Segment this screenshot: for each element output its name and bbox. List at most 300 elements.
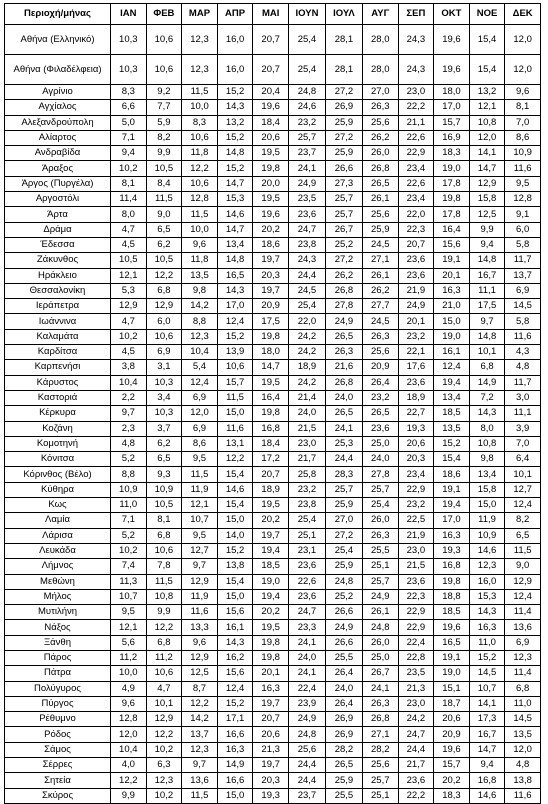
temperature-cell: 21,0 — [434, 299, 470, 314]
temperature-cell: 16,3 — [253, 681, 289, 696]
temperature-cell: 16,4 — [434, 222, 470, 237]
temperature-cell: 25,4 — [288, 299, 325, 314]
temperature-cell: 16,3 — [469, 620, 505, 635]
temperature-cell: 15,2 — [434, 436, 470, 451]
temperature-cell: 5,2 — [111, 452, 147, 467]
temperature-cell: 4,8 — [505, 360, 541, 375]
temperature-cell: 9,6 — [182, 635, 218, 650]
temperature-cell: 10,0 — [182, 222, 218, 237]
temperature-cell: 8,6 — [505, 130, 541, 145]
temperature-cell: 14,6 — [469, 543, 505, 558]
month-column-header: ΙΟΥΛ — [325, 4, 362, 25]
region-cell: Θεσσαλονίκη — [5, 283, 111, 298]
temperature-cell: 23,6 — [398, 574, 434, 589]
temperature-cell: 10,6 — [146, 55, 182, 85]
temperature-cell: 9,7 — [111, 406, 147, 421]
temperature-cell: 25,6 — [362, 207, 398, 222]
temperature-cell: 11,6 — [505, 161, 541, 176]
temperature-cell: 14,6 — [217, 207, 253, 222]
table-row — [5, 742, 541, 757]
region-cell: Αθήνα (Φιλαδέλφεια) — [5, 55, 111, 85]
temperature-cell: 12,0 — [182, 406, 218, 421]
temperature-cell: 12,4 — [505, 498, 541, 513]
temperature-cell: 10,9 — [146, 482, 182, 497]
region-cell: Σκύρος — [5, 788, 111, 803]
temperature-cell: 20,7 — [253, 25, 289, 55]
table-row — [5, 360, 541, 375]
temperature-cell: 14,3 — [217, 100, 253, 115]
region-cell: Ιωάννινα — [5, 314, 111, 329]
temperature-cell: 13,5 — [434, 421, 470, 436]
temperature-cell: 18,5 — [434, 406, 470, 421]
temperature-cell: 22,9 — [398, 605, 434, 620]
temperature-cell: 24,3 — [398, 55, 434, 85]
table-row — [5, 712, 541, 727]
table-row — [5, 605, 541, 620]
temperature-cell: 24,9 — [362, 589, 398, 604]
temperature-cell: 22,4 — [398, 635, 434, 650]
temperature-cell: 27,0 — [325, 513, 362, 528]
temperature-cell: 6,3 — [146, 758, 182, 773]
temperature-cell: 15,0 — [217, 513, 253, 528]
temperature-cell: 26,9 — [325, 712, 362, 727]
temperature-cell: 12,0 — [469, 130, 505, 145]
temperature-cell: 15,4 — [217, 574, 253, 589]
temperature-cell: 3,4 — [146, 390, 182, 405]
temperature-cell: 27,7 — [362, 299, 398, 314]
region-cell: Λευκάδα — [5, 543, 111, 558]
temperature-cell: 16,6 — [217, 727, 253, 742]
temperature-cell: 22,0 — [398, 207, 434, 222]
temperature-cell: 6,8 — [146, 528, 182, 543]
temperature-cell: 6,0 — [505, 222, 541, 237]
temperature-cell: 20,0 — [253, 176, 289, 191]
temperature-cell: 25,9 — [325, 773, 362, 788]
temperature-cell: 8,8 — [111, 467, 147, 482]
temperature-cell: 11,0 — [505, 696, 541, 711]
temperature-cell: 12,2 — [217, 452, 253, 467]
table-row — [5, 452, 541, 467]
temperature-cell: 20,7 — [253, 467, 289, 482]
temperature-cell: 23,0 — [398, 543, 434, 558]
temperature-cell: 12,2 — [182, 161, 218, 176]
temperature-cell: 19,4 — [434, 375, 470, 390]
temperature-cell: 24,4 — [325, 452, 362, 467]
temperature-cell: 10,5 — [146, 161, 182, 176]
temperature-cell: 4,7 — [111, 314, 147, 329]
region-cell: Ηράκλειο — [5, 268, 111, 283]
region-cell: Αγρίνιο — [5, 85, 111, 100]
temperature-cell: 6,8 — [505, 681, 541, 696]
temperature-cell: 4,5 — [111, 345, 147, 360]
temperature-cell: 15,0 — [217, 589, 253, 604]
temperature-cell: 25,4 — [288, 513, 325, 528]
temperature-cell: 19,7 — [253, 528, 289, 543]
temperature-cell: 24,1 — [325, 421, 362, 436]
temperature-cell: 23,6 — [398, 375, 434, 390]
temperature-cell: 19,3 — [253, 788, 289, 803]
table-row — [5, 207, 541, 222]
temperature-cell: 9,6 — [111, 696, 147, 711]
temperature-cell: 18,0 — [434, 85, 470, 100]
temperature-cell: 27,2 — [325, 130, 362, 145]
temperature-cell: 22,3 — [398, 589, 434, 604]
temperature-cell: 8,6 — [182, 436, 218, 451]
temperature-cell: 12,4 — [182, 375, 218, 390]
temperature-cell: 14,2 — [182, 299, 218, 314]
temperature-cell: 24,8 — [362, 620, 398, 635]
temperature-cell: 23,0 — [398, 85, 434, 100]
temperature-cell: 27,1 — [362, 727, 398, 742]
temperature-cell: 26,7 — [325, 222, 362, 237]
table-row — [5, 482, 541, 497]
temperature-cell: 25,7 — [362, 773, 398, 788]
temperature-cell: 26,1 — [362, 605, 398, 620]
temperature-cell: 17,0 — [434, 100, 470, 115]
temperature-cell: 18,9 — [288, 360, 325, 375]
temperature-cell: 20,6 — [253, 727, 289, 742]
temperature-cell: 23,0 — [288, 436, 325, 451]
temperature-cell: 23,6 — [288, 589, 325, 604]
temperature-cell: 24,4 — [288, 773, 325, 788]
temperature-cell: 12,1 — [111, 620, 147, 635]
temperature-cell: 12,2 — [111, 773, 147, 788]
temperature-cell: 12,2 — [182, 696, 218, 711]
temperature-cell: 17,0 — [217, 299, 253, 314]
temperature-cell: 25,6 — [362, 115, 398, 130]
temperature-cell: 22,2 — [398, 100, 434, 115]
temperature-cell: 7,4 — [111, 559, 147, 574]
temperature-cell: 27,3 — [325, 176, 362, 191]
temperature-cell: 22,0 — [288, 314, 325, 329]
temperature-cell: 6,4 — [505, 452, 541, 467]
region-cell: Αλεξανδρούπολη — [5, 115, 111, 130]
temperature-cell: 11,5 — [182, 467, 218, 482]
temperature-cell: 11,9 — [182, 482, 218, 497]
temperature-cell: 24,5 — [288, 283, 325, 298]
temperature-cell: 15,2 — [217, 543, 253, 558]
temperature-cell: 11,6 — [505, 788, 541, 803]
temperature-cell: 23,7 — [288, 146, 325, 161]
temperature-cell: 10,2 — [111, 543, 147, 558]
temperature-cell: 18,8 — [434, 589, 470, 604]
temperature-cell: 24,9 — [288, 176, 325, 191]
temperature-cell: 17,0 — [434, 513, 470, 528]
temperature-cell: 10,1 — [146, 696, 182, 711]
temperature-cell: 22,5 — [398, 513, 434, 528]
temperature-cell: 15,7 — [217, 375, 253, 390]
temperature-cell: 22,2 — [398, 788, 434, 803]
temperature-cell: 24,5 — [362, 314, 398, 329]
temperature-cell: 15,0 — [434, 314, 470, 329]
table-row — [5, 421, 541, 436]
region-cell: Κάρυστος — [5, 375, 111, 390]
temperature-cell: 9,7 — [469, 314, 505, 329]
temperature-cell: 14,3 — [469, 605, 505, 620]
temperature-cell: 13,2 — [217, 115, 253, 130]
temperature-cell: 15,2 — [217, 161, 253, 176]
table-row — [5, 268, 541, 283]
table-row — [5, 100, 541, 115]
temperature-cell: 16,0 — [469, 574, 505, 589]
temperature-cell: 10,8 — [146, 589, 182, 604]
region-cell: Ξάνθη — [5, 635, 111, 650]
temperature-cell: 8,4 — [146, 176, 182, 191]
temperature-cell: 19,5 — [253, 146, 289, 161]
table-row — [5, 406, 541, 421]
region-cell: Ανδραβίδα — [5, 146, 111, 161]
table-row — [5, 375, 541, 390]
temperature-cell: 11,7 — [505, 253, 541, 268]
temperature-cell: 22,4 — [288, 681, 325, 696]
temperature-cell: 6,8 — [146, 283, 182, 298]
temperature-cell: 13,5 — [505, 727, 541, 742]
temperature-cell: 15,8 — [469, 192, 505, 207]
temperature-cell: 5,0 — [111, 115, 147, 130]
temperature-cell: 11,6 — [182, 605, 218, 620]
temperature-cell: 13,1 — [217, 436, 253, 451]
temperature-cell: 10,4 — [182, 345, 218, 360]
temperature-cell: 12,4 — [434, 360, 470, 375]
temperature-cell: 7,2 — [469, 390, 505, 405]
temperature-cell: 16,1 — [434, 345, 470, 360]
temperature-cell: 23,2 — [398, 329, 434, 344]
temperature-cell: 28,0 — [362, 25, 398, 55]
temperature-cell: 25,4 — [325, 543, 362, 558]
temperature-cell: 9,2 — [146, 85, 182, 100]
temperature-cell: 21,1 — [398, 115, 434, 130]
temperature-cell: 14,3 — [217, 635, 253, 650]
temperature-cell: 25,2 — [325, 237, 362, 252]
temperature-cell: 5,2 — [111, 528, 147, 543]
temperature-cell: 14,7 — [469, 161, 505, 176]
temperature-cell: 20,7 — [253, 712, 289, 727]
temperature-cell: 8,7 — [182, 681, 218, 696]
temperature-cell: 19,4 — [253, 589, 289, 604]
temperature-cell: 11,1 — [505, 406, 541, 421]
temperature-cell: 10,8 — [469, 115, 505, 130]
temperature-cell: 14,1 — [469, 696, 505, 711]
temperature-cell: 26,3 — [362, 100, 398, 115]
temperature-cell: 10,0 — [182, 100, 218, 115]
table-row — [5, 528, 541, 543]
temperature-cell: 26,8 — [362, 712, 398, 727]
temperature-cell: 16,2 — [217, 650, 253, 665]
temperature-cell: 6,5 — [146, 222, 182, 237]
temperature-cell: 15,2 — [469, 650, 505, 665]
temperature-cell: 15,0 — [217, 406, 253, 421]
temperature-cell: 9,5 — [505, 176, 541, 191]
region-cell: Λαμία — [5, 513, 111, 528]
temperature-cell: 16,3 — [434, 528, 470, 543]
temperature-cell: 20,7 — [398, 237, 434, 252]
temperature-cell: 25,1 — [362, 559, 398, 574]
temperature-cell: 28,2 — [325, 742, 362, 757]
temperature-cell: 12,9 — [505, 574, 541, 589]
table-row — [5, 788, 541, 803]
temperature-cell: 28,3 — [325, 467, 362, 482]
temperature-cell: 10,6 — [146, 543, 182, 558]
temperature-cell: 8,1 — [111, 176, 147, 191]
temperature-cell: 9,3 — [146, 467, 182, 482]
temperature-cell: 20,2 — [434, 773, 470, 788]
temperature-cell: 14,3 — [469, 406, 505, 421]
temperature-cell: 24,6 — [288, 100, 325, 115]
temperature-cell: 25,6 — [362, 345, 398, 360]
temperature-cell: 6,9 — [505, 635, 541, 650]
temperature-cell: 18,6 — [434, 467, 470, 482]
region-cell: Καρπενήσι — [5, 360, 111, 375]
table-row — [5, 390, 541, 405]
temperature-cell: 6,9 — [182, 390, 218, 405]
temperature-cell: 10,8 — [469, 436, 505, 451]
temperature-cell: 11,4 — [111, 192, 147, 207]
region-cell: Σάμος — [5, 742, 111, 757]
temperature-cell: 25,4 — [288, 55, 325, 85]
temperature-cell: 23,7 — [288, 788, 325, 803]
temperature-cell: 12,4 — [217, 314, 253, 329]
temperature-cell: 16,3 — [217, 742, 253, 757]
temperature-cell: 17,3 — [469, 712, 505, 727]
temperature-cell: 12,1 — [182, 498, 218, 513]
temperature-cell: 12,9 — [182, 574, 218, 589]
region-cell: Άρτα — [5, 207, 111, 222]
temperature-cell: 10,5 — [111, 253, 147, 268]
temperature-cell: 9,6 — [182, 237, 218, 252]
region-cell: Πάτρα — [5, 666, 111, 681]
temperature-cell: 4,7 — [111, 222, 147, 237]
temperature-cell: 24,2 — [288, 329, 325, 344]
temperature-cell: 25,1 — [362, 788, 398, 803]
temperature-cell: 10,7 — [469, 681, 505, 696]
temperature-cell: 4,5 — [111, 237, 147, 252]
temperature-cell: 9,9 — [146, 146, 182, 161]
temperature-cell: 19,7 — [253, 253, 289, 268]
temperature-cell: 26,9 — [325, 100, 362, 115]
temperature-cell: 22,6 — [398, 176, 434, 191]
temperature-cell: 8,3 — [111, 85, 147, 100]
temperature-cell: 22,6 — [398, 130, 434, 145]
temperature-cell: 23,2 — [398, 498, 434, 513]
table-row — [5, 589, 541, 604]
temperature-cell: 12,1 — [111, 268, 147, 283]
temperature-cell: 23,6 — [362, 421, 398, 436]
temperature-cell: 26,3 — [362, 696, 398, 711]
temperature-cell: 11,0 — [469, 635, 505, 650]
temperature-cell: 14,2 — [182, 712, 218, 727]
temperature-cell: 19,3 — [398, 421, 434, 436]
temperature-cell: 7,7 — [146, 100, 182, 115]
temperature-cell: 26,1 — [362, 268, 398, 283]
temperature-cell: 9,8 — [182, 283, 218, 298]
temperature-cell: 16,0 — [217, 55, 253, 85]
temperature-cell: 12,3 — [182, 55, 218, 85]
temperature-cell: 18,9 — [253, 482, 289, 497]
table-row — [5, 543, 541, 558]
temperature-cell: 15,0 — [469, 498, 505, 513]
temperature-cell: 12,8 — [505, 192, 541, 207]
temperature-cell: 24,8 — [325, 574, 362, 589]
temperature-cell: 5,3 — [111, 283, 147, 298]
temperature-cell: 23,8 — [288, 498, 325, 513]
region-cell: Αγχίαλος — [5, 100, 111, 115]
temperature-cell: 7,8 — [146, 559, 182, 574]
temperature-cell: 13,6 — [505, 620, 541, 635]
temperature-cell: 26,5 — [362, 406, 398, 421]
region-cell: Δράμα — [5, 222, 111, 237]
temperature-cell: 25,9 — [325, 115, 362, 130]
temperature-cell: 14,3 — [217, 283, 253, 298]
temperature-cell: 20,4 — [253, 85, 289, 100]
temperature-cell: 12,1 — [469, 100, 505, 115]
temperature-cell: 13,4 — [217, 237, 253, 252]
temperature-cell: 25,9 — [325, 498, 362, 513]
temperature-cell: 9,4 — [469, 237, 505, 252]
temperature-cell: 27,1 — [362, 253, 398, 268]
temperature-cell: 10,3 — [146, 375, 182, 390]
temperature-cell: 24,2 — [398, 712, 434, 727]
temperature-cell: 5,4 — [182, 360, 218, 375]
temperature-cell: 20,3 — [398, 452, 434, 467]
temperature-cell: 9,7 — [182, 758, 218, 773]
temperature-cell: 12,0 — [505, 742, 541, 757]
temperature-cell: 25,2 — [325, 589, 362, 604]
temperature-cell: 15,4 — [469, 55, 505, 85]
temperature-cell: 14,8 — [217, 146, 253, 161]
temperature-cell: 22,9 — [398, 146, 434, 161]
temperature-cell: 6,0 — [146, 314, 182, 329]
temperature-cell: 10,2 — [146, 788, 182, 803]
table-row — [5, 146, 541, 161]
month-column-header: ΙΑΝ — [111, 4, 147, 25]
temperature-cell: 20,3 — [253, 773, 289, 788]
temperature-cell: 14,6 — [217, 482, 253, 497]
temperature-cell: 24,2 — [288, 375, 325, 390]
temperature-cell: 14,7 — [253, 360, 289, 375]
temperature-cell: 19,8 — [434, 192, 470, 207]
temperature-cell: 24,9 — [325, 620, 362, 635]
temperature-cell: 18,5 — [253, 559, 289, 574]
temperature-cell: 25,6 — [288, 742, 325, 757]
temperature-cell: 19,0 — [434, 666, 470, 681]
temperature-cell: 24,0 — [288, 406, 325, 421]
temperature-cell: 28,2 — [362, 742, 398, 757]
temperature-cell: 15,2 — [217, 329, 253, 344]
temperature-cell: 15,6 — [217, 666, 253, 681]
temperature-cell: 5,8 — [505, 237, 541, 252]
temperature-cell: 12,3 — [182, 742, 218, 757]
temperature-cell: 22,9 — [398, 482, 434, 497]
temperature-cell: 11,4 — [505, 605, 541, 620]
temperature-cell: 26,9 — [325, 727, 362, 742]
temperature-cell: 17,8 — [434, 176, 470, 191]
temperature-cell: 14,9 — [217, 758, 253, 773]
temperature-cell: 11,3 — [111, 574, 147, 589]
temperature-cell: 13,2 — [469, 85, 505, 100]
temperature-cell: 13,6 — [182, 773, 218, 788]
temperature-cell: 10,2 — [111, 329, 147, 344]
temperature-cell: 27,2 — [325, 85, 362, 100]
table-row — [5, 635, 541, 650]
temperature-cell: 25,7 — [325, 192, 362, 207]
temperature-cell: 3,7 — [146, 421, 182, 436]
table-row — [5, 650, 541, 665]
temperature-cell: 19,6 — [434, 742, 470, 757]
temperature-cell: 20,1 — [253, 666, 289, 681]
temperature-cell: 20,7 — [253, 55, 289, 85]
temperature-cell: 9,5 — [182, 528, 218, 543]
temperature-cell: 2,3 — [111, 421, 147, 436]
